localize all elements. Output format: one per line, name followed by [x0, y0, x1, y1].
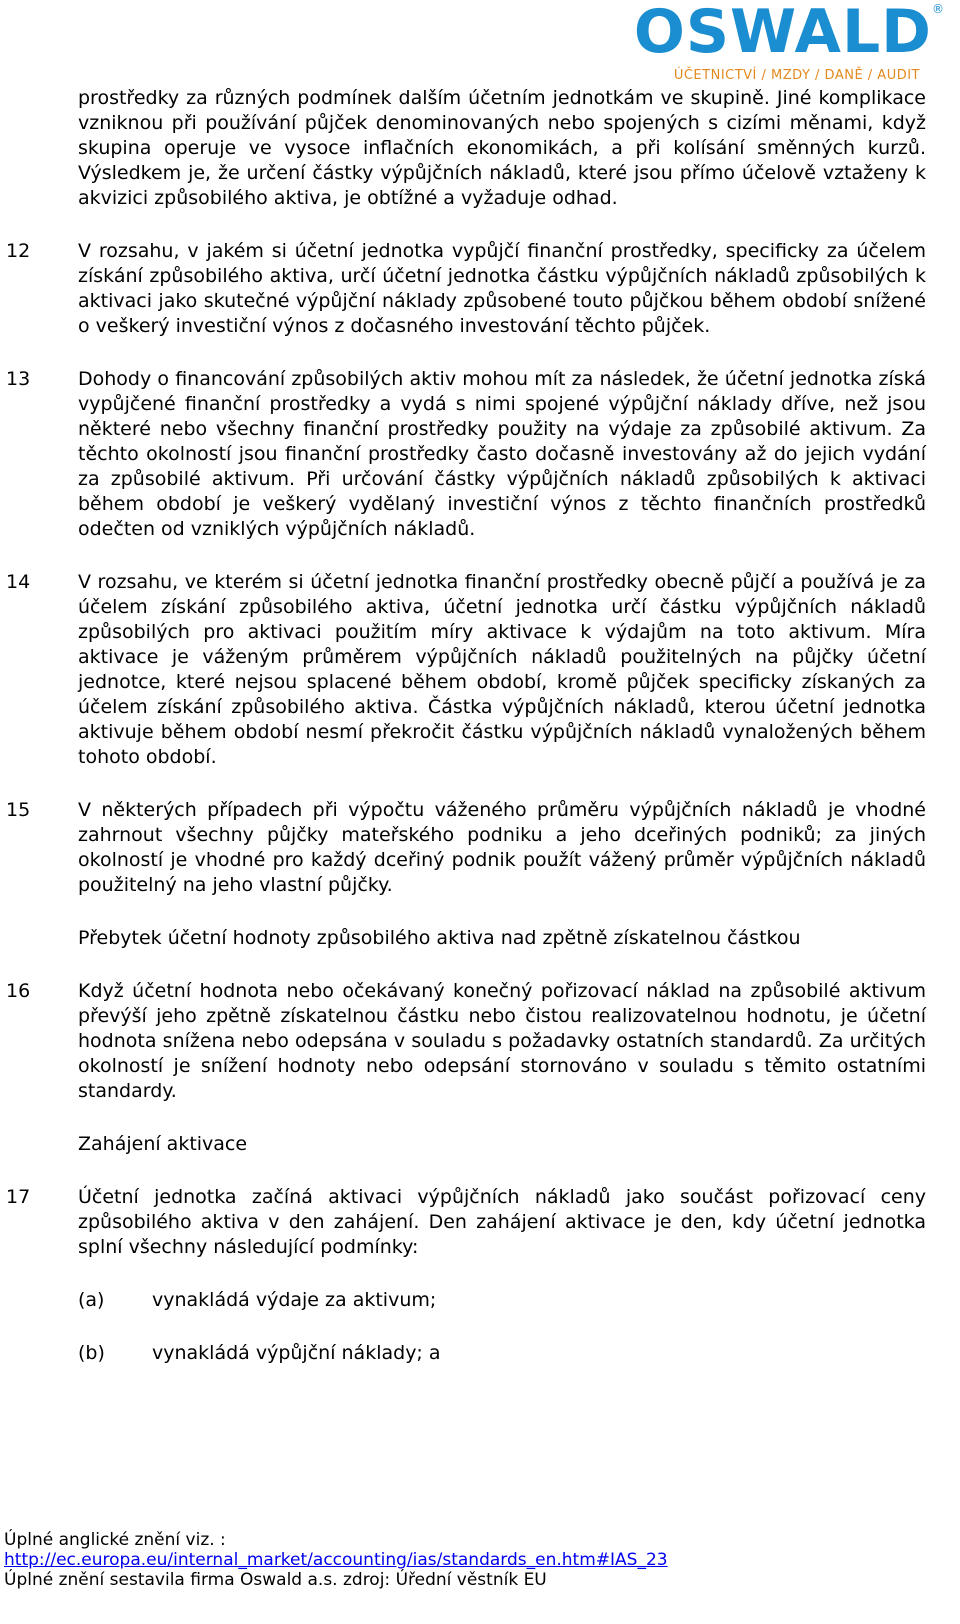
list-item-label: (a): [78, 1289, 105, 1311]
footer-source-link[interactable]: http://ec.europa.eu/internal_market/accounting/ias/standards_en.htm#IAS_23: [4, 1550, 668, 1570]
logo-registered-mark: ®: [932, 2, 944, 16]
paragraph-text: Účetní jednotka začíná aktivaci výpůjčních nákladů jako součást pořizovací ceny způsobilého aktiva v den zahájení. Den zahájení aktivace je den, kdy účetní jednotka splní všechny následující podmínky:: [78, 1186, 926, 1258]
paragraph-number: 17: [6, 1186, 31, 1208]
paragraph-16: [0, 979, 960, 1104]
paragraph-13: [0, 367, 960, 542]
paragraph-14: [0, 570, 960, 770]
section-heading-commencement: Zahájení aktivace: [78, 1133, 248, 1155]
paragraph-17: [0, 1185, 960, 1260]
paragraph-text: prostředky za různých podmínek dalším účetním jednotkám ve skupině. Jiné komplikace vzniknou při používání půjček denominovaných nebo spojených s cizími měnami, když skupina operuje ve vysoce inflačních ekonomikách, a při kolísání směnných kurzů. Výsledkem je, že určení částky výpůjčních nákladů, které jsou přímo účelově vztaženy k akvizici způsobilého aktiva, je obtížné a vyžaduje odhad.: [78, 87, 926, 209]
paragraph-number: 14: [6, 571, 31, 593]
list-item-a: [78, 1288, 960, 1313]
list-item-text: vynakládá výpůjční náklady; a: [152, 1342, 441, 1364]
section-heading-excess: Přebytek účetní hodnoty způsobilého aktiva nad zpětně získatelnou částkou: [78, 927, 801, 949]
document-body: [0, 86, 960, 1394]
paragraph-15: [0, 798, 960, 898]
paragraph-number: 16: [6, 980, 31, 1002]
oswald-logo: [633, 0, 944, 88]
page-footer: [4, 1530, 668, 1590]
paragraph-text: Když účetní hodnota nebo očekávaný konečný pořizovací náklad na způsobilé aktivum převýší jeho zpětně získatelnou částku nebo čistou realizovatelnou hodnotu, je účetní hodnota snížena nebo odepsána v souladu s požadavky ostatních standardů. Za určitých okolností je snížení hodnoty nebo odepsání stornováno v souladu s těmito ostatními standardy.: [78, 980, 926, 1102]
footer-credit: Úplné znění sestavila firma Oswald a.s. zdroj: Úřední věstník EU: [4, 1570, 547, 1590]
list-item-text: vynakládá výdaje za aktivum;: [152, 1289, 437, 1311]
paragraph-number: 15: [6, 799, 31, 821]
paragraph-number: 13: [6, 368, 31, 390]
list-item-label: (b): [78, 1342, 105, 1364]
paragraph-text: V rozsahu, v jakém si účetní jednotka vypůjčí finanční prostředky, specificky za účelem získání způsobilého aktiva, určí účetní jednotka částku výpůjčních nákladů způsobilých k aktivaci jako skutečné výpůjční náklady způsobené touto půjčkou během období snížené o veškerý investiční výnos z dočasného investování těchto půjček.: [78, 240, 926, 337]
list-item-b: [78, 1341, 960, 1366]
logo-wordmark: OSWALD: [633, 0, 932, 67]
paragraph-continued: [0, 86, 960, 211]
logo-tagline: ÚČETNICTVÍ / MZDY / DANĚ / AUDIT: [673, 68, 920, 83]
footer-note: Úplné anglické znění viz. :: [4, 1530, 226, 1550]
paragraph-text: Dohody o financování způsobilých aktiv mohou mít za následek, že účetní jednotka získá vypůjčené finanční prostředky a vydá s nimi spojené výpůjční náklady dříve, než jsou některé nebo všechny finanční prostředky použity na výdaje za způsobilé aktivum. Za těchto okolností jsou finanční prostředky často dočasně investovány až do jejich vydání za způsobilé aktivum. Při určování částky výpůjčních nákladů způsobilých k aktivaci během období je veškerý vydělaný investiční výnos z těchto finančních prostředků odečten od vzniklých výpůjčních nákladů.: [78, 368, 926, 540]
paragraph-number: 12: [6, 240, 31, 262]
paragraph-12: [0, 239, 960, 339]
paragraph-text: V některých případech při výpočtu váženého průměru výpůjčních nákladů je vhodné zahrnout všechny půjčky mateřského podniku a jeho dceřiných podniků; za jiných okolností je vhodné pro každý dceřiný podnik použít vážený průměr výpůjčních nákladů použitelný na jeho vlastní půjčky.: [78, 799, 926, 896]
paragraph-text: V rozsahu, ve kterém si účetní jednotka finanční prostředky obecně půjčí a používá je za účelem získání způsobilého aktiva, účetní jednotka určí částku výpůjčních nákladů způsobilých pro aktivaci použitím míry aktivace k výdajům na toto aktivum. Míra aktivace je váženým průměrem výpůjčních nákladů použitelných na půjčky účetní jednotce, které nejsou splacené během období, kromě půjček specificky získaných za účelem získání způsobilého aktiva. Částka výpůjčních nákladů, kterou účetní jednotka aktivuje během období nesmí překročit částku výpůjčních nákladů vynaložených během tohoto období.: [78, 571, 926, 768]
